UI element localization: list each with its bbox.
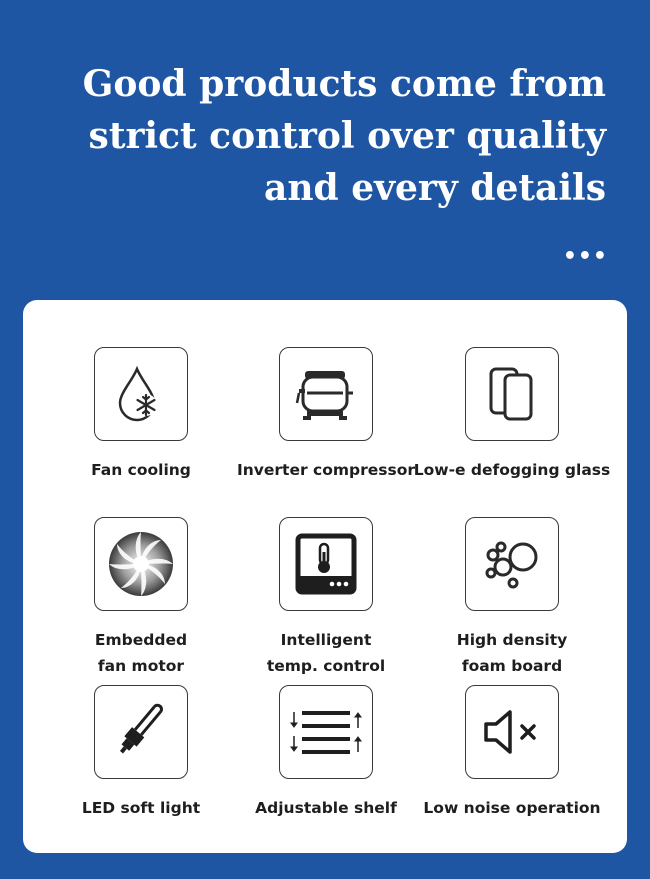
compressor-icon [279,347,373,441]
feature-adjustable-shelf [226,685,426,821]
water-drop-snowflake-icon [94,347,188,441]
feature-label: Fan cooling [91,461,191,479]
glass-panes-icon [465,347,559,441]
feature-low-noise [412,685,612,821]
feature-foam-board [412,517,612,679]
fan-icon [94,517,188,611]
feature-label: Adjustable shelf [255,799,397,817]
feature-label: Intelligent temp. control [266,631,386,675]
feature-label: Low noise operation [423,799,601,817]
feature-label: Embedded fan motor [94,631,188,675]
feature-label: Inverter compressor [236,461,415,479]
more-indicator: ••• [562,244,608,269]
feature-fan-cooling [41,347,241,483]
headline-line-1: Good products come from [82,63,606,105]
feature-led-light [41,685,241,821]
features-card [23,300,627,853]
bubbles-icon [465,517,559,611]
feature-label: Low-e defogging glass [413,461,611,479]
headline [83,58,606,214]
feature-low-e-glass [412,347,612,483]
thermostat-icon [279,517,373,611]
bulb-icon [94,685,188,779]
headline-line-3: and every details [264,167,606,209]
shelf-icon [279,685,373,779]
speaker-mute-icon [465,685,559,779]
feature-label: LED soft light [81,799,201,817]
feature-temp-control [226,517,426,679]
headline-line-2: strict control over quality [88,115,606,157]
feature-inverter-compressor [226,347,426,483]
feature-label: High density foam board [456,631,568,675]
feature-embedded-fan-motor [41,517,241,679]
